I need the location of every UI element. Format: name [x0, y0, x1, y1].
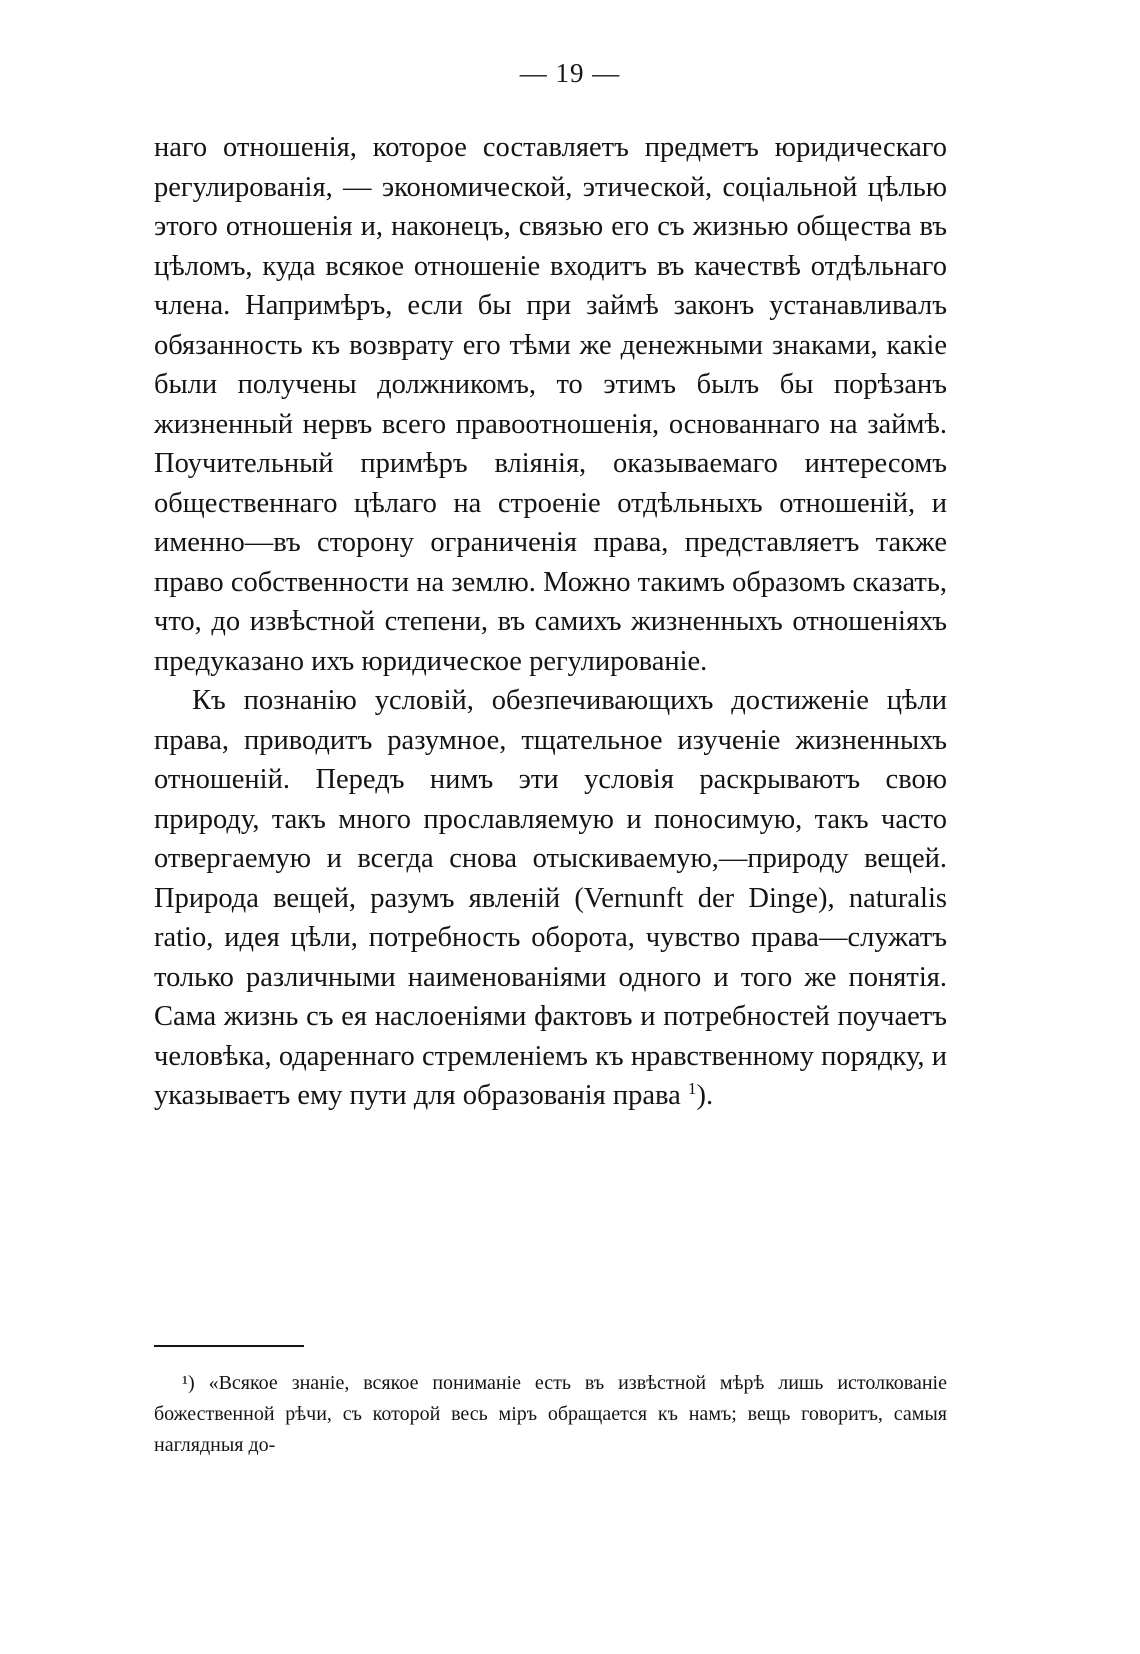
paragraph-2-end: ).	[696, 1080, 714, 1111]
footnote-reference[interactable]: 1	[687, 1078, 697, 1098]
main-text	[154, 128, 947, 1116]
paragraph-2	[154, 681, 947, 1116]
page-number: — 19 —	[519, 58, 621, 88]
footnote-marker: ¹)	[182, 1372, 195, 1394]
footnote	[154, 1368, 947, 1461]
paragraph-1: наго отношенія, которое составляетъ предметъ юридическаго регулированія, — экономической, этической, соціальной цѣлью этого отношенія и, наконецъ, связью его съ жизнью общества въ цѣломъ, куда всякое отношеніе входитъ въ качествѣ отдѣльнаго члена. Напримѣръ, если бы при займѣ законъ устанавливалъ обязанность къ возврату его тѣми же денежными знаками, какіе были получены должникомъ, то этимъ былъ бы порѣзанъ жизненный нервъ всего правоотношенія, основаннаго на займѣ. Поучительный примѣръ вліянія, оказываемаго интересомъ общественнаго цѣлаго на строеніе отдѣльныхъ отношеній, и именно—въ сторону ограниченія права, представляетъ также право собственности на землю. Можно такимъ образомъ сказать, что, до извѣстной степени, въ самихъ жизненныхъ отношеніяхъ предуказано ихъ юридическое регулированіе.	[154, 132, 947, 677]
paragraph-2-text: Къ познанію условій, обезпечивающихъ достиженіе цѣли права, приводитъ разумное, тщательное изученіе жизненныхъ отношеній. Передъ нимъ эти условія раскрываютъ свою природу, такъ много прославляемую и поносимую, такъ часто отвергаемую и всегда снова отыскиваемую,—природу вещей. Природа вещей, разумъ явленій (Vernunft der Dinge), naturalis ratio, идея цѣли, потребность оборота, чувство права—служатъ только различными наименованіями одного и того же понятія. Сама жизнь съ ея наслоеніями фактовъ и потребностей поучаетъ человѣка, одареннаго стремленіемъ къ нравственному порядку, и указываетъ ему пути для образованія права	[154, 685, 947, 1111]
footnote-divider	[154, 1345, 304, 1347]
footnote-text: «Всякое знаніе, всякое пониманіе есть въ извѣстной мѣрѣ лишь истолкованіе божественной рѣчи, съ которой весь міръ обращается къ намъ; вещь говоритъ, самыя наглядныя до-	[154, 1372, 947, 1456]
